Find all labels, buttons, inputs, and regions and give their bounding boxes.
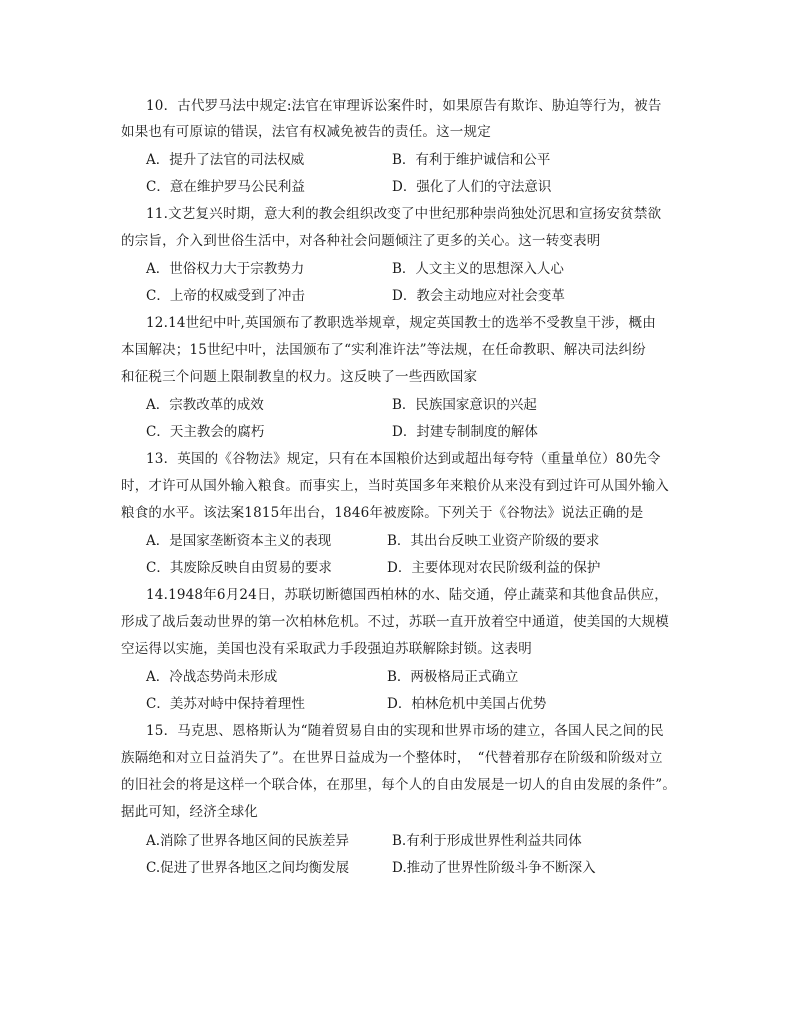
- question-15-option-b: B.有利于形成世界性利益共同体: [392, 833, 582, 849]
- question-11-line-2: 的宗旨，介入到世俗生活中，对各种社会问题倾注了更多的关心。这一转变表明: [121, 233, 601, 249]
- question-15-line-1: 15．马克思、恩格斯认为“随着贸易自由的实现和世界市场的建立，各国人民之间的民: [146, 723, 664, 739]
- question-14-line-1: 14.1948年6月24日，苏联切断德国西柏林的水、陆交通，停止蔬菜和其他食品供应，: [146, 587, 668, 603]
- question-14-line-2: 形成了战后轰动世界的第一次柏林危机。不过，苏联一直开放着空中通道，使美国的大规模: [121, 614, 669, 630]
- question-15-option-d: D.推动了世界性阶级斗争不断深入: [392, 860, 596, 876]
- question-12-option-a: A．宗教改革的成效: [146, 397, 264, 413]
- question-13-option-a: A．是国家垄断资本主义的表现: [146, 533, 332, 549]
- question-13-option-b: B．其出台反映工业资产阶级的要求: [387, 533, 600, 549]
- question-15-option-a: A.消除了世界各地区间的民族差异: [146, 833, 350, 849]
- question-11-option-a: A．世俗权力大于宗教势力: [146, 261, 305, 277]
- question-13-line-1: 13．英国的《谷物法》规定，只有在本国粮价达到或超出每夸特（重量单位）80先令: [146, 451, 661, 467]
- question-12-option-d: D．封建专制制度的解体: [392, 424, 538, 440]
- question-14-option-b: B．两极格局正式确立: [387, 669, 519, 685]
- question-10-line-1: 10．古代罗马法中规定:法官在审理诉讼案件时，如果原告有欺诈、胁迫等行为，被告: [146, 98, 662, 114]
- question-15-line-2: 族隔绝和对立日益消失了”。在世界日益成为一个整体时， “代替着那存在阶级和阶级对立: [121, 750, 663, 766]
- question-12-option-b: B．民族国家意识的兴起: [392, 397, 537, 413]
- question-14-option-d: D．柏林危机中美国占优势: [387, 696, 547, 712]
- question-11-option-c: C．上帝的权威受到了冲击: [146, 288, 305, 304]
- question-11-option-d: D．教会主动地应对社会变革: [392, 288, 565, 304]
- question-15-line-3: 的旧社会的将是这样一个联合体，在那里，每个人的自由发展是一切人的自由发展的条件”。: [121, 777, 677, 793]
- question-13-option-d: D．主要体现对农民阶级利益的保护: [387, 560, 601, 576]
- question-10-option-c: C．意在维护罗马公民利益: [146, 179, 305, 195]
- question-14-option-c: C．美苏对峙中保持着理性: [146, 696, 305, 712]
- question-12-option-c: C．天主教会的腐朽: [146, 424, 265, 440]
- question-11-line-1: 11.文艺复兴时期，意大利的教会组织改变了中世纪那种崇尚独处沉思和宣扬安贫禁欲: [146, 206, 662, 222]
- question-10-option-b: B．有利于维护诚信和公平: [392, 152, 551, 168]
- question-13-option-c: C．其废除反映自由贸易的要求: [146, 560, 332, 576]
- question-10-option-d: D．强化了人们的守法意识: [392, 179, 552, 195]
- question-15-option-c: C.促进了世界各地区之间均衡发展: [146, 860, 350, 876]
- question-10-line-2: 如果也有可原谅的错误，法官有权减免被告的责任。这一规定: [121, 124, 491, 140]
- question-12-line-1: 12.14世纪中叶,英国颁布了教职选举规章，规定英国教士的选举不受教皇干涉，概由: [146, 315, 656, 331]
- question-13-line-2: 时，才许可从国外输入粮食。而事实上，当时英国多年来粮价从来没有到过许可从国外输入: [121, 478, 669, 494]
- question-12-line-2: 本国解决；15世纪中叶，法国颁布了“实利准许法”等法规，在任命教职、解决司法纠纷: [121, 342, 646, 358]
- question-12-line-3: 和征税三个问题上限制教皇的权力。这反映了一些西欧国家: [121, 369, 478, 385]
- question-14-option-a: A．冷战态势尚未形成: [146, 669, 278, 685]
- question-10-option-a: A．提升了法官的司法权威: [146, 152, 305, 168]
- question-15-line-4: 据此可知，经济全球化: [121, 804, 258, 820]
- question-14-line-3: 空运得以实施，美国也没有采取武力手段强迫苏联解除封锁。这表明: [121, 641, 532, 657]
- question-13-line-3: 粮食的水平。该法案1815年出台，1846年被废除。下列关于《谷物法》说法正确的是: [121, 505, 644, 521]
- question-11-option-b: B．人文主义的思想深入人心: [392, 261, 564, 277]
